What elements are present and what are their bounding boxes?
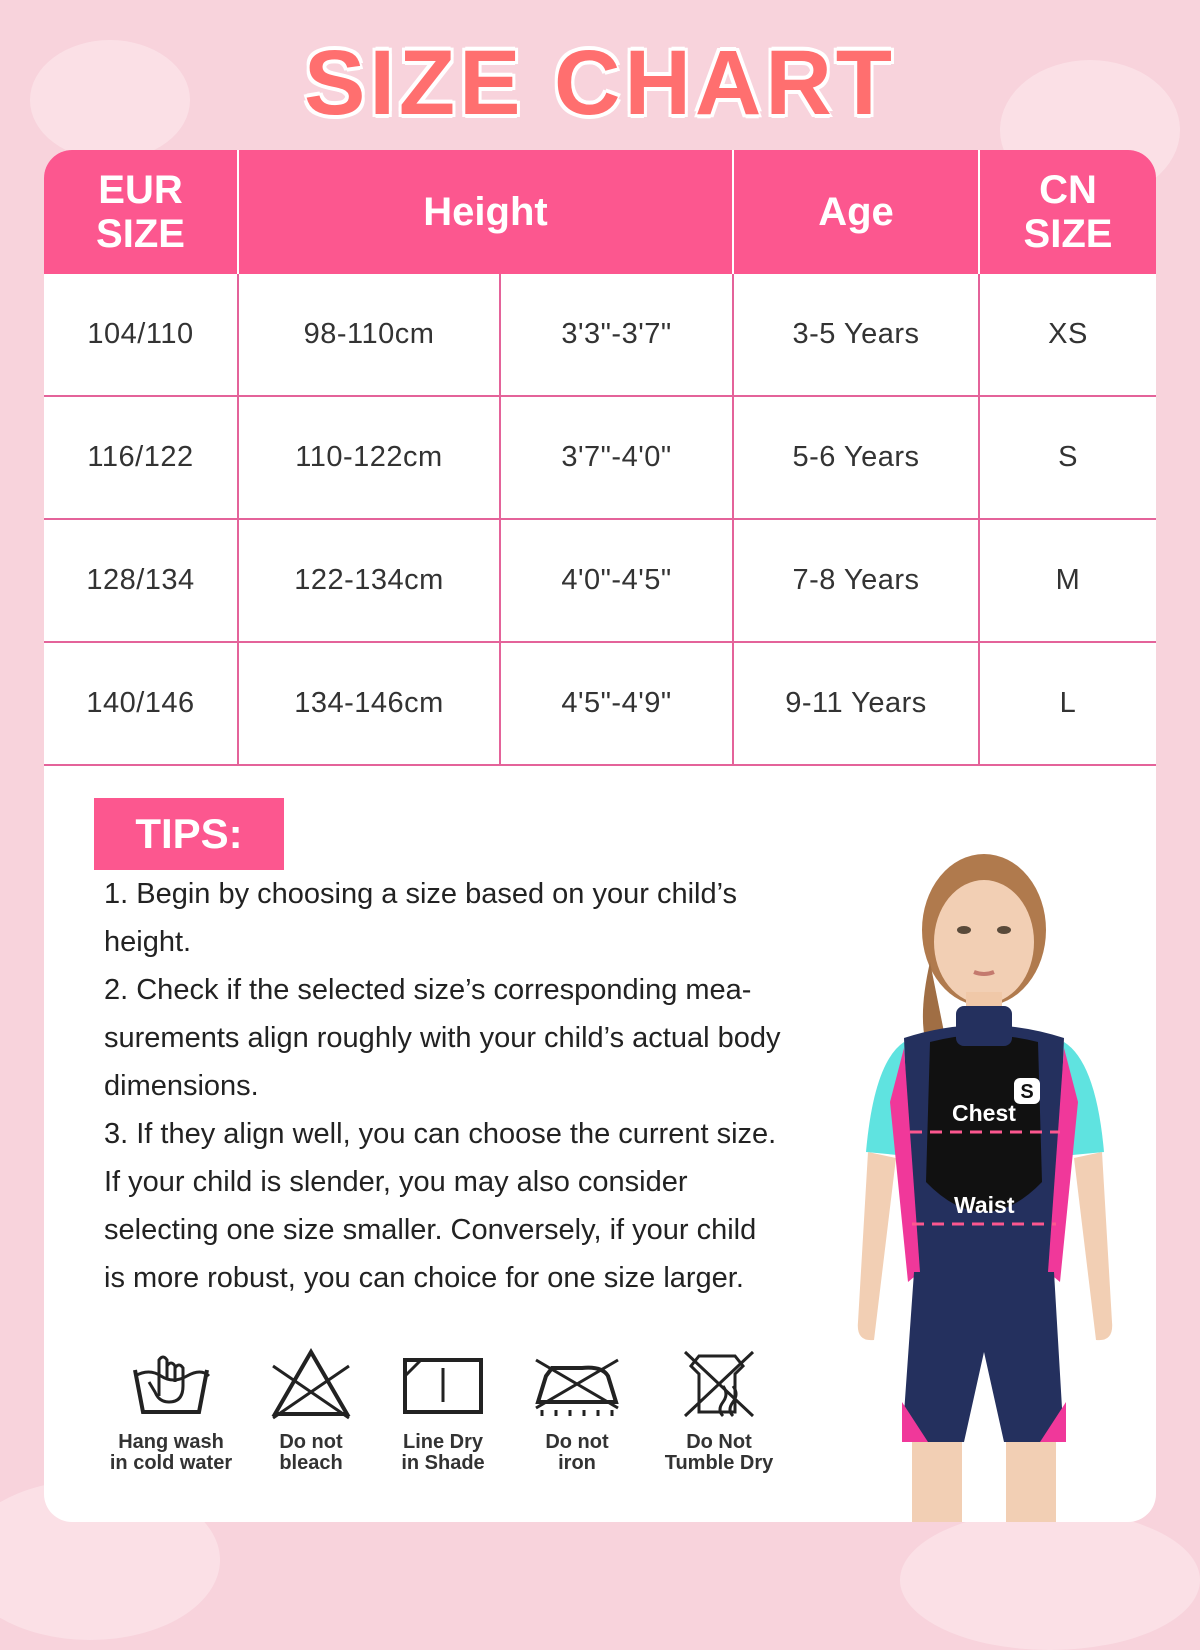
table-row [44, 274, 1156, 396]
model-image [834, 842, 1134, 1522]
cell-height-cm: 122-134cm [238, 519, 500, 642]
table-row [44, 519, 1156, 642]
cell-cn: S [979, 396, 1156, 519]
line-dry-shade-icon [401, 1346, 485, 1420]
tip-item: 3. If they align well, you can choose the current size. If your child is slender, you may also consider selecting one size smaller. Conversely, if your child is more robust, you can choice for one size larger. [104, 1118, 777, 1294]
care-label: Line Dry in Shade [401, 1431, 485, 1474]
header-eur-size: EUR SIZE [44, 150, 238, 274]
cell-height-ft: 4'0"-4'5" [500, 519, 733, 642]
cell-height-ft: 3'3"-3'7" [500, 274, 733, 396]
cell-eur: 140/146 [44, 642, 238, 765]
care-item-no-tumble-dry [654, 1346, 784, 1474]
cell-eur: 104/110 [44, 274, 238, 396]
cell-height-cm: 98-110cm [238, 274, 500, 396]
no-tumble-dry-icon [677, 1346, 761, 1420]
table-row [44, 396, 1156, 519]
cell-age: 5-6 Years [733, 396, 979, 519]
cell-height-ft: 3'7"-4'0" [500, 396, 733, 519]
care-item-line-dry [378, 1346, 508, 1474]
care-label: Do Not Tumble Dry [664, 1431, 774, 1474]
header-height: Height [238, 150, 733, 274]
page-title: SIZE CHART [304, 32, 896, 134]
brand-logo: S [1020, 1081, 1034, 1103]
header-cn-size: CN SIZE [979, 150, 1156, 274]
care-item-no-bleach [246, 1346, 376, 1474]
cell-height-cm: 134-146cm [238, 642, 500, 765]
cell-age: 3-5 Years [733, 274, 979, 396]
cell-height-ft: 4'5"-4'9" [500, 642, 733, 765]
cell-cn: M [979, 519, 1156, 642]
size-table [44, 150, 1156, 766]
chest-label: Chest [952, 1100, 1016, 1126]
waist-label: Waist [954, 1192, 1015, 1218]
care-label: Hang wash in cold water [109, 1431, 233, 1474]
care-item-no-iron [512, 1346, 642, 1474]
cell-eur: 116/122 [44, 396, 238, 519]
cell-cn: L [979, 642, 1156, 765]
care-label: Do not iron [545, 1431, 609, 1474]
tip-item: 2. Check if the selected size’s corresponding mea-surements align roughly with your child’s actual body dimensions. [104, 974, 781, 1102]
size-chart-card [44, 150, 1156, 1522]
cell-age: 9-11 Years [733, 642, 979, 765]
cell-eur: 128/134 [44, 519, 238, 642]
care-instructions [86, 1346, 774, 1486]
background-shape [900, 1510, 1200, 1650]
cell-cn: XS [979, 274, 1156, 396]
care-label: Do not bleach [279, 1431, 343, 1474]
cell-height-cm: 110-122cm [238, 396, 500, 519]
table-header-row [44, 150, 1156, 274]
tips-list [94, 870, 784, 1302]
hand-wash-icon [129, 1346, 213, 1420]
child-wetsuit-illustration [834, 842, 1134, 1522]
tip-item: 1. Begin by choosing a size based on your child’s height. [104, 878, 738, 958]
no-iron-icon [532, 1346, 622, 1420]
tips-badge: TIPS: [94, 798, 284, 870]
no-bleach-icon [269, 1346, 353, 1420]
header-age: Age [733, 150, 979, 274]
care-item-hand-wash [106, 1346, 236, 1474]
cell-age: 7-8 Years [733, 519, 979, 642]
table-row [44, 642, 1156, 765]
